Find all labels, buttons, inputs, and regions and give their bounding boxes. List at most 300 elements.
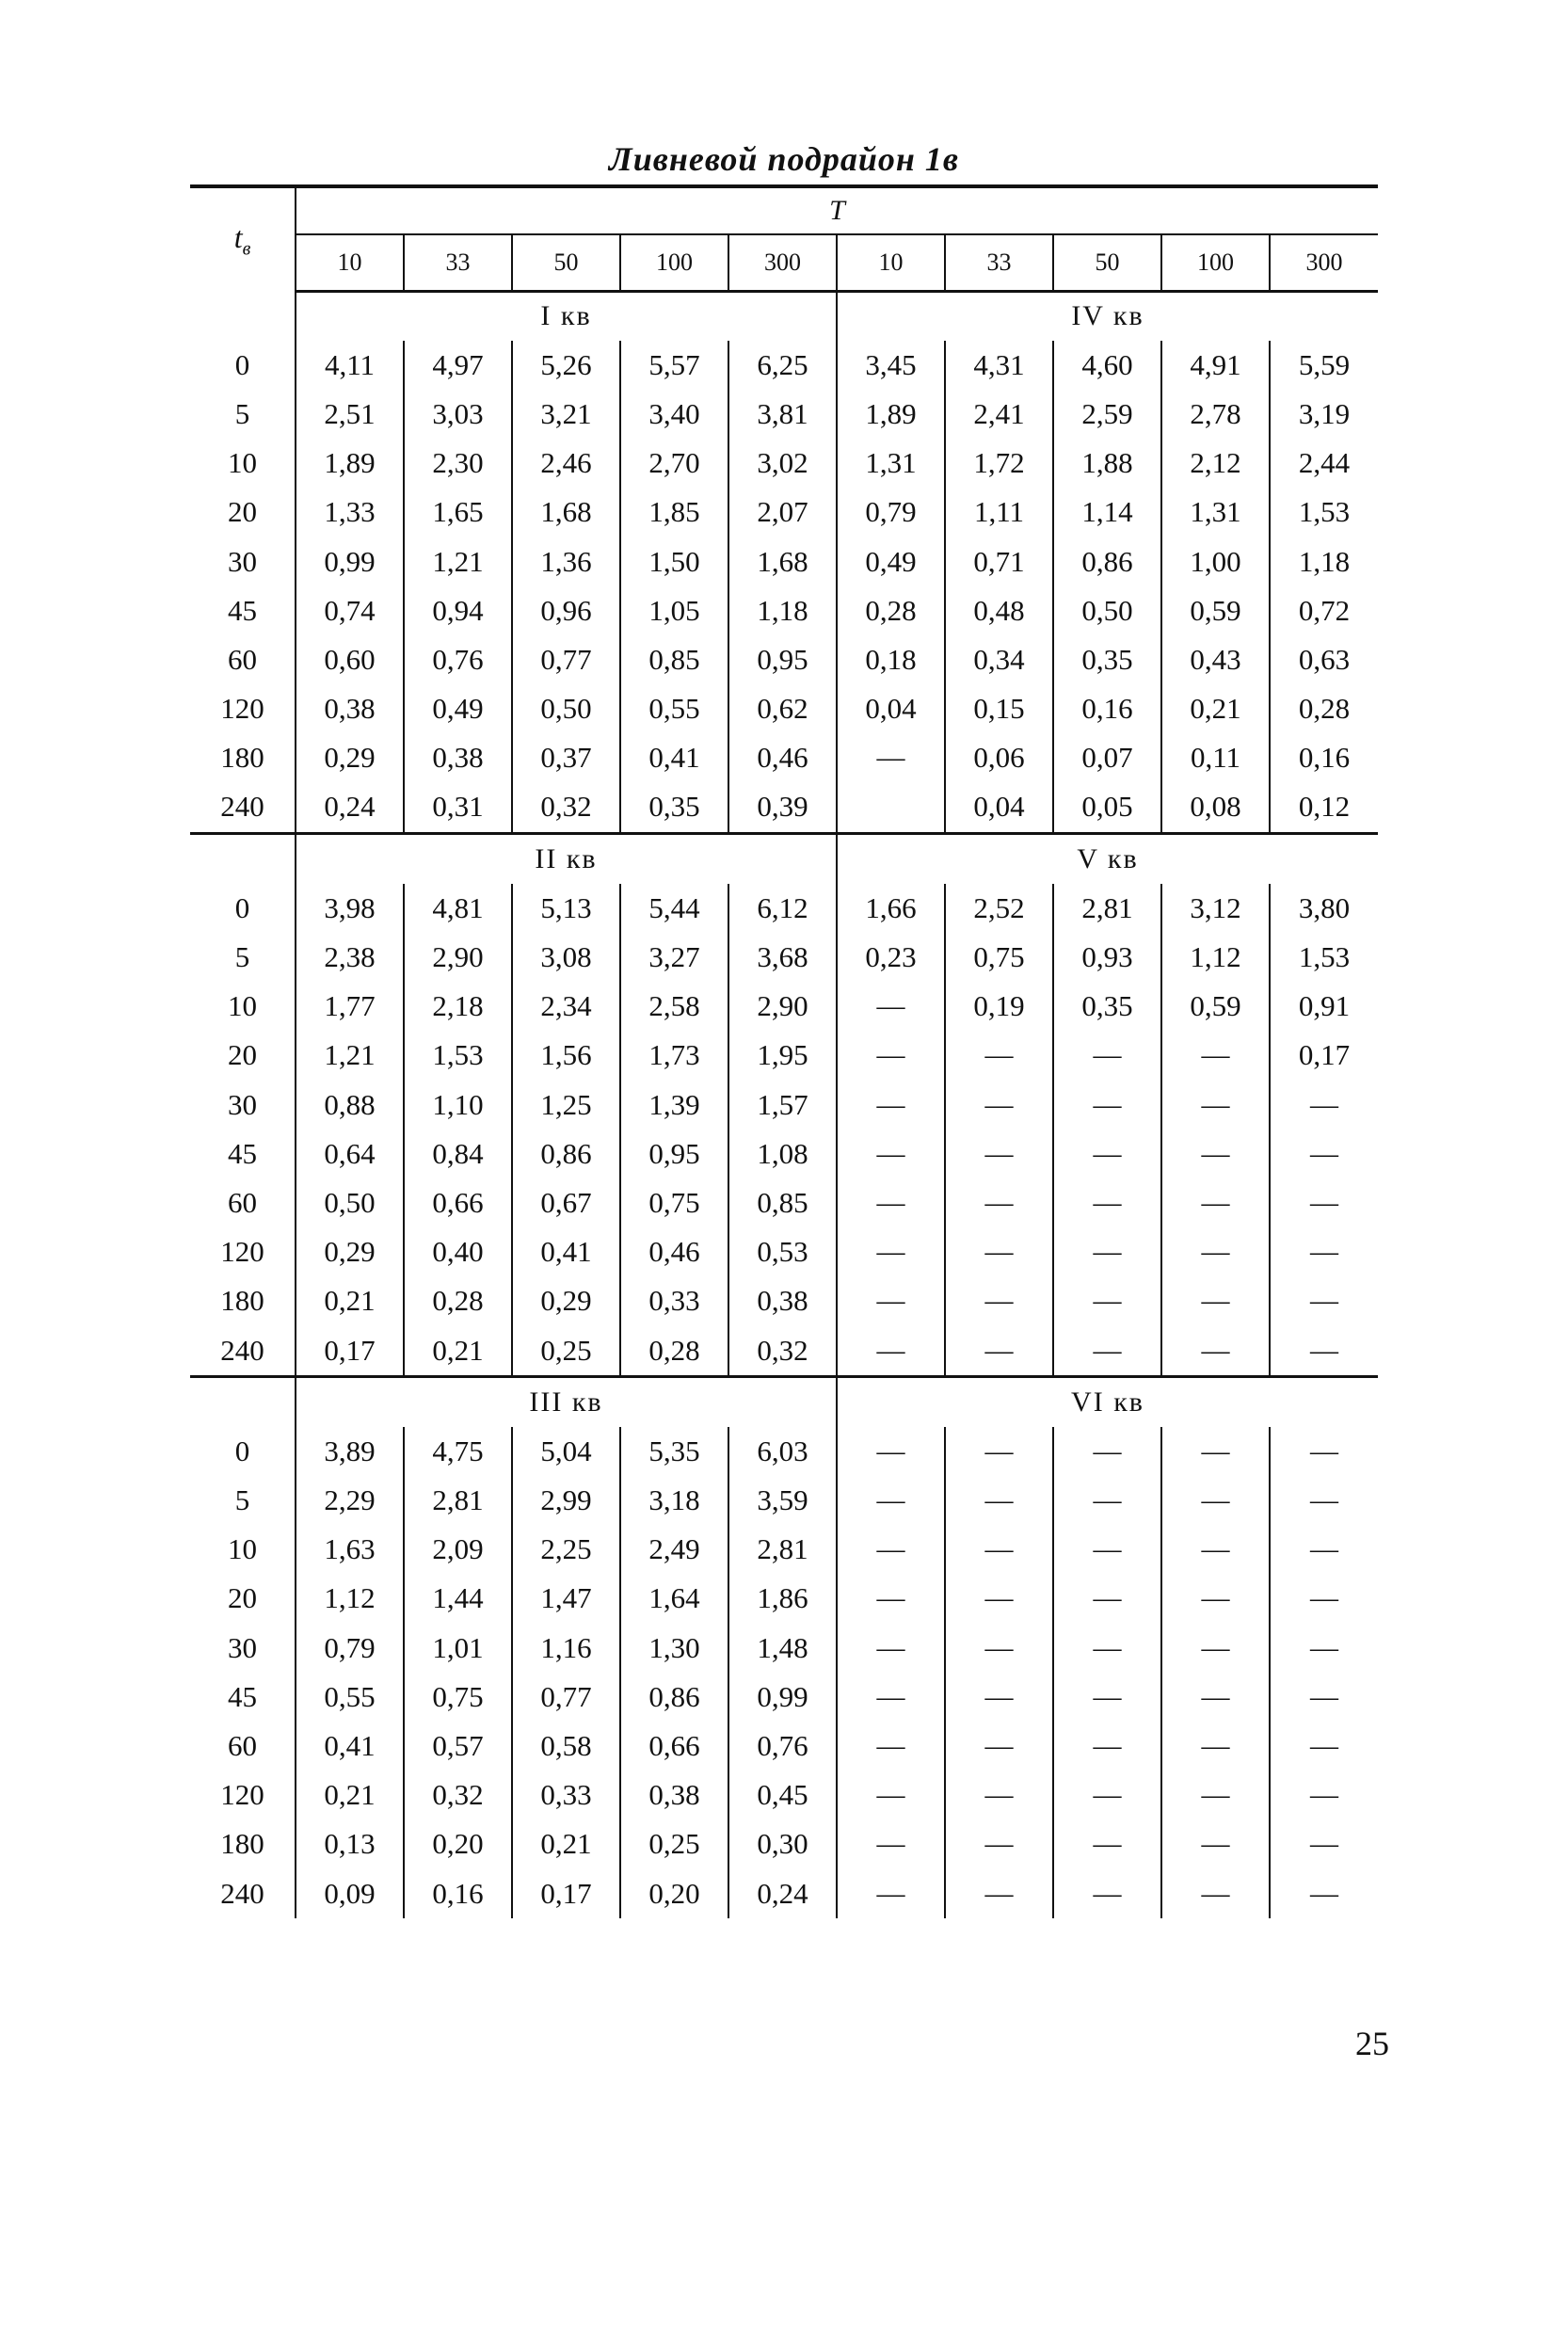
tb-cell: 60 [228, 1729, 257, 1763]
value-cell: 1,31 [837, 439, 945, 488]
value-cell: 1,25 [512, 1081, 620, 1130]
value-cell: — [837, 1819, 945, 1868]
value-cell: — [945, 1869, 1053, 1918]
value-cell: 1,18 [728, 586, 837, 635]
value-cell: — [1053, 1276, 1161, 1325]
value-cell: 0,13 [296, 1819, 404, 1868]
value-cell: 3,27 [620, 933, 728, 982]
value-cell: 2,81 [728, 1525, 837, 1574]
value-cell: 0,17 [512, 1869, 620, 1918]
tb-column-header [190, 186, 296, 292]
tb-cell: 0 [234, 1434, 250, 1467]
value-cell: — [945, 1624, 1053, 1673]
value-cell: 5,26 [512, 341, 620, 390]
value-cell: 0,15 [945, 684, 1053, 733]
value-cell: — [1161, 1574, 1270, 1623]
value-cell: 2,99 [512, 1476, 620, 1525]
value-cell: 1,05 [620, 586, 728, 635]
value-cell: 2,30 [404, 439, 512, 488]
value-cell: 3,12 [1161, 884, 1270, 933]
value-cell: 1,65 [404, 488, 512, 537]
value-cell: — [945, 1673, 1053, 1722]
value-cell: — [1270, 1673, 1378, 1722]
tb-cell: 60 [228, 1185, 257, 1219]
value-cell: 0,34 [945, 635, 1053, 684]
value-cell: — [1270, 1178, 1378, 1227]
value-cell: — [1161, 1476, 1270, 1525]
value-cell: 2,81 [404, 1476, 512, 1525]
value-cell: 0,41 [512, 1227, 620, 1276]
value-cell: — [837, 1869, 945, 1918]
value-cell: 2,52 [945, 884, 1053, 933]
value-cell: 4,11 [296, 341, 404, 390]
value-cell: — [1161, 1427, 1270, 1476]
value-cell: 0,59 [1161, 982, 1270, 1031]
value-cell: 0,28 [404, 1276, 512, 1325]
tb-cell: 60 [228, 642, 257, 676]
value-cell: 0,41 [620, 733, 728, 782]
T-value-header: 100 [1161, 234, 1270, 292]
table-row [190, 684, 1378, 733]
value-cell: 2,78 [1161, 390, 1270, 439]
value-cell: — [1053, 1673, 1161, 1722]
value-cell: 0,32 [404, 1771, 512, 1819]
value-cell: 0,38 [620, 1771, 728, 1819]
value-cell: 0,43 [1161, 635, 1270, 684]
table-row [190, 1771, 1378, 1819]
tb-cell: 180 [220, 741, 264, 775]
value-cell: 0,66 [404, 1178, 512, 1227]
value-cell: — [1053, 1178, 1161, 1227]
table-row [190, 1325, 1378, 1376]
tb-cell: 30 [228, 1630, 257, 1664]
value-cell: 0,20 [620, 1869, 728, 1918]
value-cell: 1,56 [512, 1031, 620, 1080]
T-value-header: 50 [1053, 234, 1161, 292]
value-cell: 6,03 [728, 1427, 837, 1476]
value-cell: 1,01 [404, 1624, 512, 1673]
section-label-left: II кв [296, 833, 837, 884]
value-cell: 0,48 [945, 586, 1053, 635]
tb-cell: 240 [220, 1876, 264, 1910]
T-value-header: 10 [837, 234, 945, 292]
value-cell: 0,58 [512, 1722, 620, 1771]
value-cell: — [1270, 1427, 1378, 1476]
value-cell: 2,49 [620, 1525, 728, 1574]
value-cell: — [837, 1624, 945, 1673]
value-cell: 1,21 [404, 537, 512, 585]
value-cell: 0,75 [620, 1178, 728, 1227]
table-row [190, 1819, 1378, 1868]
value-cell: 2,90 [404, 933, 512, 982]
value-cell: 0,40 [404, 1227, 512, 1276]
value-cell: 0,38 [404, 733, 512, 782]
value-cell: 0,77 [512, 1673, 620, 1722]
value-cell: — [945, 1574, 1053, 1623]
tb-cell: 45 [228, 1679, 257, 1713]
value-cell: — [945, 1031, 1053, 1080]
T-value-header: 10 [296, 234, 404, 292]
value-cell: — [1053, 1325, 1161, 1376]
value-cell: 0,21 [296, 1771, 404, 1819]
value-cell: 0,99 [728, 1673, 837, 1722]
value-cell: 0,53 [728, 1227, 837, 1276]
value-cell: 0,04 [837, 684, 945, 733]
table-row [190, 733, 1378, 782]
value-cell: — [1053, 1427, 1161, 1476]
value-cell: 3,59 [728, 1476, 837, 1525]
value-cell: 1,85 [620, 488, 728, 537]
value-cell: 0,75 [404, 1673, 512, 1722]
value-cell: — [945, 1427, 1053, 1476]
value-cell: 0,67 [512, 1178, 620, 1227]
value-cell: 0,21 [512, 1819, 620, 1868]
value-cell: — [837, 1276, 945, 1325]
value-cell: 3,19 [1270, 390, 1378, 439]
value-cell: 2,34 [512, 982, 620, 1031]
value-cell: 0,76 [728, 1722, 837, 1771]
value-cell: 2,81 [1053, 884, 1161, 933]
value-cell: — [1270, 1819, 1378, 1868]
value-cell: 0,06 [945, 733, 1053, 782]
value-cell: — [1270, 1325, 1378, 1376]
tb-subscript: в [242, 237, 251, 259]
value-cell: 1,53 [1270, 933, 1378, 982]
value-cell: 1,14 [1053, 488, 1161, 537]
value-cell: 1,89 [837, 390, 945, 439]
value-cell: 3,45 [837, 341, 945, 390]
T-value-header: 300 [728, 234, 837, 292]
table-row [190, 1624, 1378, 1673]
tb-symbol: t [233, 219, 243, 254]
value-cell: 0,95 [728, 635, 837, 684]
value-cell: 0,88 [296, 1081, 404, 1130]
value-cell: 0,84 [404, 1130, 512, 1178]
value-cell: 1,77 [296, 982, 404, 1031]
tb-cell: 10 [228, 1532, 257, 1566]
tb-cell: 10 [228, 989, 257, 1023]
tb-cell: 5 [234, 940, 250, 974]
value-cell: 1,21 [296, 1031, 404, 1080]
value-cell: 1,63 [296, 1525, 404, 1574]
tb-cell: 20 [228, 1581, 257, 1615]
value-cell: 0,95 [620, 1130, 728, 1178]
value-cell: 2,51 [296, 390, 404, 439]
value-cell: 0,41 [296, 1722, 404, 1771]
value-cell: — [1161, 1525, 1270, 1574]
value-cell: 0,28 [1270, 684, 1378, 733]
tb-cell: 120 [220, 1778, 264, 1812]
value-cell: 5,04 [512, 1427, 620, 1476]
value-cell: 0,24 [728, 1869, 837, 1918]
value-cell: — [1161, 1673, 1270, 1722]
value-cell: — [1270, 1574, 1378, 1623]
value-cell [837, 782, 945, 833]
value-cell: — [1161, 1130, 1270, 1178]
value-cell: 1,88 [1053, 439, 1161, 488]
value-cell: 0,49 [837, 537, 945, 585]
value-cell: 1,95 [728, 1031, 837, 1080]
value-cell: 0,33 [512, 1771, 620, 1819]
value-cell: 0,64 [296, 1130, 404, 1178]
value-cell: 4,81 [404, 884, 512, 933]
value-cell: — [945, 1722, 1053, 1771]
value-cell: 2,25 [512, 1525, 620, 1574]
value-cell: — [1161, 1031, 1270, 1080]
value-cell: 3,89 [296, 1427, 404, 1476]
value-cell: 0,37 [512, 733, 620, 782]
tb-cell: 120 [220, 1235, 264, 1269]
value-cell: — [1161, 1869, 1270, 1918]
table-row [190, 537, 1378, 585]
value-cell: 0,21 [404, 1325, 512, 1376]
section-label-right: VI кв [837, 1376, 1378, 1427]
value-cell: — [945, 1276, 1053, 1325]
value-cell: 0,33 [620, 1276, 728, 1325]
value-cell: 0,32 [728, 1325, 837, 1376]
table-row [190, 1031, 1378, 1080]
tb-cell: 30 [228, 544, 257, 578]
table-row [190, 1227, 1378, 1276]
value-cell: 0,63 [1270, 635, 1378, 684]
value-cell: 0,45 [728, 1771, 837, 1819]
value-cell: — [1161, 1081, 1270, 1130]
value-cell: 3,08 [512, 933, 620, 982]
value-cell: — [837, 1525, 945, 1574]
value-cell: — [1161, 1178, 1270, 1227]
section-label-spacer [190, 292, 296, 341]
value-cell: — [837, 982, 945, 1031]
value-cell: 0,86 [620, 1673, 728, 1722]
value-cell: — [1270, 1476, 1378, 1525]
value-cell: — [1270, 1869, 1378, 1918]
value-cell: — [837, 1722, 945, 1771]
value-cell: — [1270, 1227, 1378, 1276]
value-cell: 0,12 [1270, 782, 1378, 833]
value-cell: 1,53 [404, 1031, 512, 1080]
value-cell: 4,91 [1161, 341, 1270, 390]
value-cell: 4,31 [945, 341, 1053, 390]
value-cell: — [945, 1819, 1053, 1868]
value-cell: 2,29 [296, 1476, 404, 1525]
value-cell: 0,29 [296, 1227, 404, 1276]
value-cell: 0,28 [837, 586, 945, 635]
value-cell: 0,07 [1053, 733, 1161, 782]
table-row [190, 1525, 1378, 1574]
tb-cell: 20 [228, 495, 257, 529]
value-cell: 6,25 [728, 341, 837, 390]
value-cell: 2,07 [728, 488, 837, 537]
value-cell: — [1053, 1771, 1161, 1819]
value-cell: — [1270, 1276, 1378, 1325]
value-cell: — [837, 1031, 945, 1080]
table-row [190, 390, 1378, 439]
value-cell: — [945, 1178, 1053, 1227]
value-cell: — [837, 1673, 945, 1722]
value-cell: 2,70 [620, 439, 728, 488]
tb-cell: 20 [228, 1038, 257, 1072]
value-cell: 0,20 [404, 1819, 512, 1868]
value-cell: 0,31 [404, 782, 512, 833]
tb-cell: 240 [220, 790, 264, 824]
tb-cell: 5 [234, 396, 250, 430]
value-cell: 1,44 [404, 1574, 512, 1623]
section-label-spacer [190, 1376, 296, 1427]
tb-cell: 120 [220, 692, 264, 726]
value-cell: — [1053, 1722, 1161, 1771]
value-cell: 2,90 [728, 982, 837, 1031]
tb-cell: 45 [228, 593, 257, 627]
T-column-header: T [296, 186, 1378, 234]
value-cell: — [837, 1130, 945, 1178]
value-cell: 2,59 [1053, 390, 1161, 439]
value-cell: 1,31 [1161, 488, 1270, 537]
value-cell: 3,18 [620, 1476, 728, 1525]
value-cell: 0,23 [837, 933, 945, 982]
table-row [190, 341, 1378, 390]
rainfall-table [190, 184, 1378, 1918]
value-cell: 0,62 [728, 684, 837, 733]
value-cell: 0,91 [1270, 982, 1378, 1031]
value-cell: 0,25 [512, 1325, 620, 1376]
value-cell: 1,12 [1161, 933, 1270, 982]
table-row [190, 1130, 1378, 1178]
value-cell: — [1053, 1031, 1161, 1080]
value-cell: 2,41 [945, 390, 1053, 439]
value-cell: 0,17 [296, 1325, 404, 1376]
table-row [190, 884, 1378, 933]
value-cell: 0,16 [404, 1869, 512, 1918]
value-cell: — [837, 1427, 945, 1476]
value-cell: 0,59 [1161, 586, 1270, 635]
value-cell: 5,59 [1270, 341, 1378, 390]
value-cell: 0,94 [404, 586, 512, 635]
value-cell: 2,44 [1270, 439, 1378, 488]
tb-cell: 45 [228, 1136, 257, 1170]
value-cell: — [837, 1227, 945, 1276]
value-cell: 1,12 [296, 1574, 404, 1623]
table-row [190, 1869, 1378, 1918]
value-cell: 1,50 [620, 537, 728, 585]
value-cell: 1,39 [620, 1081, 728, 1130]
value-cell: 2,38 [296, 933, 404, 982]
value-cell: — [1270, 1525, 1378, 1574]
value-cell: — [945, 1130, 1053, 1178]
T-value-header: 300 [1270, 234, 1378, 292]
value-cell: 1,33 [296, 488, 404, 537]
tb-cell: 0 [234, 890, 250, 924]
value-cell: 0,05 [1053, 782, 1161, 833]
value-cell: 2,46 [512, 439, 620, 488]
value-cell: 0,08 [1161, 782, 1270, 833]
value-cell: 6,12 [728, 884, 837, 933]
table-row [190, 439, 1378, 488]
value-cell: 0,11 [1161, 733, 1270, 782]
value-cell: 1,66 [837, 884, 945, 933]
rainfall-table-container [190, 184, 1378, 1918]
value-cell: 2,12 [1161, 439, 1270, 488]
value-cell: 3,40 [620, 390, 728, 439]
value-cell: 1,72 [945, 439, 1053, 488]
value-cell: — [945, 1771, 1053, 1819]
value-cell: 2,09 [404, 1525, 512, 1574]
tb-cell: 5 [234, 1483, 250, 1517]
value-cell: 0,32 [512, 782, 620, 833]
value-cell: 0,71 [945, 537, 1053, 585]
value-cell: 1,48 [728, 1624, 837, 1673]
section-label-spacer [190, 833, 296, 884]
value-cell: 0,28 [620, 1325, 728, 1376]
table-row [190, 933, 1378, 982]
value-cell: — [1053, 1869, 1161, 1918]
value-cell: 1,30 [620, 1624, 728, 1673]
value-cell: 0,72 [1270, 586, 1378, 635]
value-cell: 0,29 [296, 733, 404, 782]
value-cell: 0,17 [1270, 1031, 1378, 1080]
value-cell: — [837, 1771, 945, 1819]
value-cell: — [1270, 1624, 1378, 1673]
value-cell: 2,58 [620, 982, 728, 1031]
section-label-right: IV кв [837, 292, 1378, 341]
value-cell: 0,30 [728, 1819, 837, 1868]
table-row [190, 635, 1378, 684]
value-cell: 0,24 [296, 782, 404, 833]
T-value-header: 33 [945, 234, 1053, 292]
value-cell: — [837, 1476, 945, 1525]
T-value-header: 100 [620, 234, 728, 292]
value-cell: 1,47 [512, 1574, 620, 1623]
table-row [190, 1276, 1378, 1325]
value-cell: — [945, 1227, 1053, 1276]
value-cell: — [1053, 1819, 1161, 1868]
value-cell: — [1161, 1771, 1270, 1819]
section-label-left: III кв [296, 1376, 837, 1427]
value-cell: — [837, 733, 945, 782]
value-cell: — [1161, 1276, 1270, 1325]
tb-cell: 0 [234, 347, 250, 381]
value-cell: — [945, 1081, 1053, 1130]
value-cell: 0,55 [620, 684, 728, 733]
value-cell: 0,16 [1053, 684, 1161, 733]
value-cell: 0,46 [728, 733, 837, 782]
value-cell: 5,35 [620, 1427, 728, 1476]
value-cell: 0,38 [728, 1276, 837, 1325]
section-label-row [190, 1376, 1378, 1427]
value-cell: 0,25 [620, 1819, 728, 1868]
value-cell: 1,18 [1270, 537, 1378, 585]
value-cell: 3,80 [1270, 884, 1378, 933]
value-cell: 1,73 [620, 1031, 728, 1080]
value-cell: 1,08 [728, 1130, 837, 1178]
value-cell: — [945, 1325, 1053, 1376]
value-cell: — [1161, 1624, 1270, 1673]
table-row [190, 1574, 1378, 1623]
value-cell: 0,96 [512, 586, 620, 635]
value-cell: 1,00 [1161, 537, 1270, 585]
table-body [190, 292, 1378, 1918]
value-cell: — [1161, 1722, 1270, 1771]
tb-cell: 240 [220, 1333, 264, 1367]
table-row [190, 488, 1378, 537]
value-cell: 0,16 [1270, 733, 1378, 782]
value-cell: 3,03 [404, 390, 512, 439]
value-cell: 1,11 [945, 488, 1053, 537]
value-cell: — [1053, 1130, 1161, 1178]
value-cell: 1,68 [512, 488, 620, 537]
value-cell: 0,18 [837, 635, 945, 684]
T-value-header: 33 [404, 234, 512, 292]
table-row [190, 586, 1378, 635]
